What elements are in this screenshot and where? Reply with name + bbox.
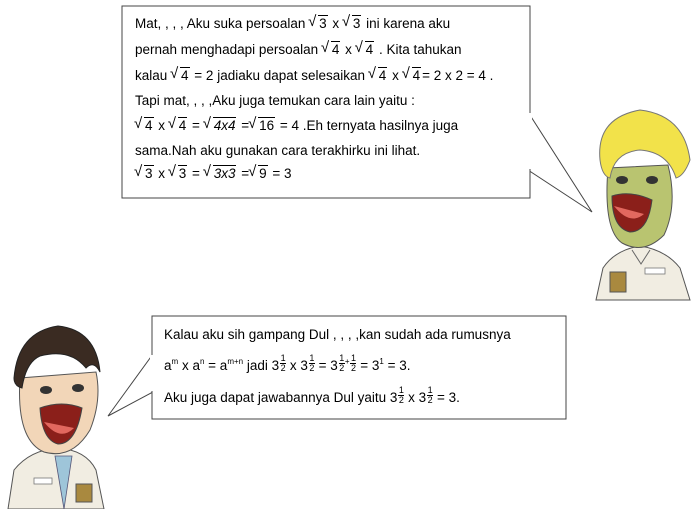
school-badge-icon	[610, 272, 626, 292]
top-line-1: Mat, , , , Aku suka persoalan √ 3 x √ 3 ini karena aku	[135, 15, 450, 33]
top-line-4: Tapi mat, , , ,Aku juga temukan cara lain yaitu :	[135, 93, 415, 108]
top-line-5: √ 4 x √ 4 = √ 4x4 =√ 16 = 4 .Eh ternyata hasilnya juga	[135, 117, 458, 135]
character-dark-hair-student	[8, 326, 104, 509]
bottom-line-3: Aku juga dapat jawabannya Dul yaitu 3 $\frac{1}{2}$ x 3 $\frac{1}{2}$ = 3.	[164, 385, 460, 405]
school-badge-icon-2	[76, 484, 92, 502]
bottom-line-1: Kalau aku sih gampang Dul , , , ,kan sudah ada rumusnya	[164, 327, 511, 342]
top-line-6: sama.Nah aku gunakan cara terakhirku ini lihat.	[135, 143, 421, 158]
top-line-2: pernah menghadapi persoalan √ 4 x √ 4 . Kita tahukan	[135, 41, 462, 59]
character-blond-student	[596, 110, 690, 300]
top-line-7: √ 3 x √ 3 = √ 3x3 =√ 9 = 3	[135, 165, 292, 183]
bottom-line-2: $a^m$ x $a^n = a^{m+n}$ jadi 3 $\frac{1}{2}$ x 3 $\frac{1}{2}$ = 3 $\frac{1}{2}$ + $\frac{1}{2}$ = $3^1 = 3$.	[164, 353, 411, 373]
top-line-3: kalau √ 4 = 2 jadiaku dapat selesaikan √ 4 x √ 4 = 2 x 2 = 4 .	[135, 67, 493, 85]
